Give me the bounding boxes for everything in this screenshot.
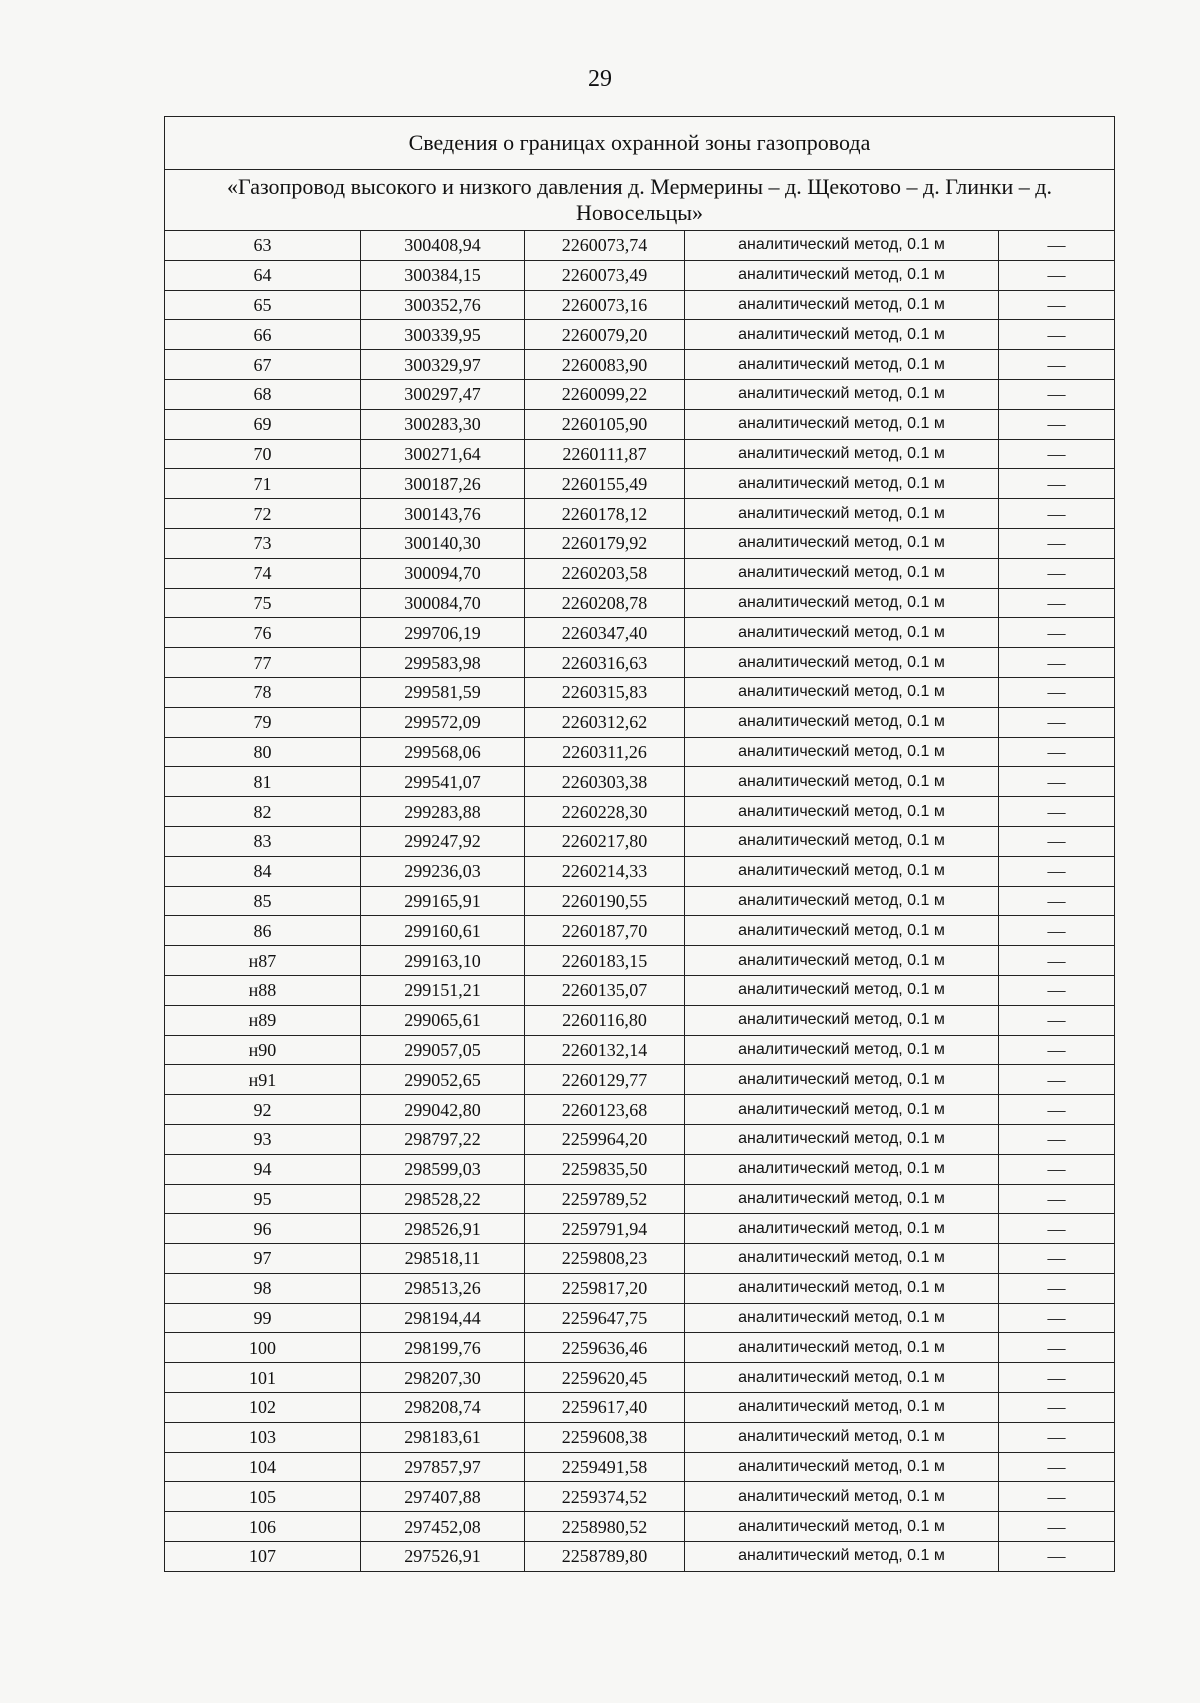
- y-coordinate-cell: 2259491,58: [525, 1452, 685, 1482]
- note-cell: —: [999, 499, 1115, 529]
- x-coordinate-cell: 300271,64: [361, 439, 525, 469]
- method-cell: аналитический метод, 0.1 м: [685, 499, 999, 529]
- note-cell: —: [999, 1303, 1115, 1333]
- note-cell: —: [999, 260, 1115, 290]
- y-coordinate-cell: 2260316,63: [525, 648, 685, 678]
- x-coordinate-cell: 297526,91: [361, 1542, 525, 1572]
- x-coordinate-cell: 300339,95: [361, 320, 525, 350]
- x-coordinate-cell: 299583,98: [361, 648, 525, 678]
- note-cell: —: [999, 350, 1115, 380]
- point-id-cell: н87: [165, 946, 361, 976]
- method-cell: аналитический метод, 0.1 м: [685, 350, 999, 380]
- title-row: [165, 117, 1115, 170]
- y-coordinate-cell: 2260178,12: [525, 499, 685, 529]
- y-coordinate-cell: 2260190,55: [525, 886, 685, 916]
- x-coordinate-cell: 298207,30: [361, 1363, 525, 1393]
- method-cell: аналитический метод, 0.1 м: [685, 1065, 999, 1095]
- point-id-cell: 72: [165, 499, 361, 529]
- note-cell: —: [999, 1452, 1115, 1482]
- note-cell: —: [999, 588, 1115, 618]
- table-row: [165, 1363, 1115, 1393]
- y-coordinate-cell: 2260179,92: [525, 528, 685, 558]
- x-coordinate-cell: 299065,61: [361, 1005, 525, 1035]
- note-cell: —: [999, 1393, 1115, 1423]
- point-id-cell: 69: [165, 409, 361, 439]
- table-row: [165, 350, 1115, 380]
- x-coordinate-cell: 299165,91: [361, 886, 525, 916]
- method-cell: аналитический метод, 0.1 м: [685, 618, 999, 648]
- x-coordinate-cell: 298528,22: [361, 1184, 525, 1214]
- table-row: [165, 1542, 1115, 1572]
- note-cell: —: [999, 290, 1115, 320]
- y-coordinate-cell: 2260347,40: [525, 618, 685, 648]
- x-coordinate-cell: 298599,03: [361, 1154, 525, 1184]
- x-coordinate-cell: 300143,76: [361, 499, 525, 529]
- y-coordinate-cell: 2260073,16: [525, 290, 685, 320]
- table-row: [165, 946, 1115, 976]
- table-row: [165, 1214, 1115, 1244]
- y-coordinate-cell: 2259608,38: [525, 1422, 685, 1452]
- method-cell: аналитический метод, 0.1 м: [685, 856, 999, 886]
- method-cell: аналитический метод, 0.1 м: [685, 975, 999, 1005]
- point-id-cell: 75: [165, 588, 361, 618]
- note-cell: —: [999, 1035, 1115, 1065]
- point-id-cell: 92: [165, 1095, 361, 1125]
- table-row: [165, 1422, 1115, 1452]
- y-coordinate-cell: 2260083,90: [525, 350, 685, 380]
- x-coordinate-cell: 298208,74: [361, 1393, 525, 1423]
- note-cell: —: [999, 1512, 1115, 1542]
- y-coordinate-cell: 2260135,07: [525, 975, 685, 1005]
- note-cell: —: [999, 1244, 1115, 1274]
- method-cell: аналитический метод, 0.1 м: [685, 797, 999, 827]
- table-row: [165, 231, 1115, 261]
- table-row: [165, 1273, 1115, 1303]
- table-row: [165, 856, 1115, 886]
- table-row: [165, 1452, 1115, 1482]
- note-cell: —: [999, 1005, 1115, 1035]
- note-cell: —: [999, 1154, 1115, 1184]
- point-id-cell: 85: [165, 886, 361, 916]
- table-row: [165, 1184, 1115, 1214]
- point-id-cell: 102: [165, 1393, 361, 1423]
- note-cell: —: [999, 379, 1115, 409]
- table-row: [165, 528, 1115, 558]
- x-coordinate-cell: 298513,26: [361, 1273, 525, 1303]
- note-cell: —: [999, 797, 1115, 827]
- table-row: [165, 260, 1115, 290]
- y-coordinate-cell: 2259964,20: [525, 1124, 685, 1154]
- point-id-cell: 82: [165, 797, 361, 827]
- method-cell: аналитический метод, 0.1 м: [685, 707, 999, 737]
- method-cell: аналитический метод, 0.1 м: [685, 1244, 999, 1274]
- x-coordinate-cell: 297407,88: [361, 1482, 525, 1512]
- y-coordinate-cell: 2259835,50: [525, 1154, 685, 1184]
- x-coordinate-cell: 299568,06: [361, 737, 525, 767]
- point-id-cell: 98: [165, 1273, 361, 1303]
- point-id-cell: 105: [165, 1482, 361, 1512]
- table-row: [165, 618, 1115, 648]
- table-row: [165, 290, 1115, 320]
- table-row: [165, 975, 1115, 1005]
- y-coordinate-cell: 2260099,22: [525, 379, 685, 409]
- page-number: 29: [588, 66, 612, 92]
- x-coordinate-cell: 298183,61: [361, 1422, 525, 1452]
- y-coordinate-cell: 2259620,45: [525, 1363, 685, 1393]
- table-row: [165, 677, 1115, 707]
- method-cell: аналитический метод, 0.1 м: [685, 231, 999, 261]
- x-coordinate-cell: 299706,19: [361, 618, 525, 648]
- note-cell: —: [999, 558, 1115, 588]
- point-id-cell: н91: [165, 1065, 361, 1095]
- table-row: [165, 1095, 1115, 1125]
- method-cell: аналитический метод, 0.1 м: [685, 1035, 999, 1065]
- x-coordinate-cell: 299052,65: [361, 1065, 525, 1095]
- table-subtitle: «Газопровод высокого и низкого давления д. Мермерины – д. Щекотово – д. Глинки – д. Новосельцы»: [165, 170, 1115, 231]
- y-coordinate-cell: 2258980,52: [525, 1512, 685, 1542]
- table-row: [165, 1035, 1115, 1065]
- x-coordinate-cell: 299151,21: [361, 975, 525, 1005]
- table-title: Сведения о границах охранной зоны газопровода: [165, 117, 1115, 170]
- table-row: [165, 886, 1115, 916]
- table-row: [165, 1005, 1115, 1035]
- x-coordinate-cell: 300297,47: [361, 379, 525, 409]
- y-coordinate-cell: 2260129,77: [525, 1065, 685, 1095]
- table-row: [165, 737, 1115, 767]
- point-id-cell: 66: [165, 320, 361, 350]
- method-cell: аналитический метод, 0.1 м: [685, 1452, 999, 1482]
- table-row: [165, 320, 1115, 350]
- note-cell: —: [999, 1482, 1115, 1512]
- point-id-cell: 106: [165, 1512, 361, 1542]
- point-id-cell: 73: [165, 528, 361, 558]
- y-coordinate-cell: 2259617,40: [525, 1393, 685, 1423]
- x-coordinate-cell: 297857,97: [361, 1452, 525, 1482]
- method-cell: аналитический метод, 0.1 м: [685, 379, 999, 409]
- table-row: [165, 648, 1115, 678]
- note-cell: —: [999, 528, 1115, 558]
- note-cell: —: [999, 1273, 1115, 1303]
- table-row: [165, 826, 1115, 856]
- table-row: [165, 588, 1115, 618]
- point-id-cell: 97: [165, 1244, 361, 1274]
- point-id-cell: 76: [165, 618, 361, 648]
- point-id-cell: 107: [165, 1542, 361, 1572]
- y-coordinate-cell: 2260132,14: [525, 1035, 685, 1065]
- table-row: [165, 1333, 1115, 1363]
- note-cell: —: [999, 1124, 1115, 1154]
- point-id-cell: 100: [165, 1333, 361, 1363]
- point-id-cell: 93: [165, 1124, 361, 1154]
- x-coordinate-cell: 300094,70: [361, 558, 525, 588]
- note-cell: —: [999, 409, 1115, 439]
- method-cell: аналитический метод, 0.1 м: [685, 1214, 999, 1244]
- table-body: [165, 117, 1115, 1572]
- note-cell: —: [999, 1333, 1115, 1363]
- x-coordinate-cell: 300187,26: [361, 469, 525, 499]
- y-coordinate-cell: 2260315,83: [525, 677, 685, 707]
- x-coordinate-cell: 298518,11: [361, 1244, 525, 1274]
- x-coordinate-cell: 299247,92: [361, 826, 525, 856]
- y-coordinate-cell: 2260155,49: [525, 469, 685, 499]
- note-cell: —: [999, 618, 1115, 648]
- point-id-cell: 103: [165, 1422, 361, 1452]
- note-cell: —: [999, 469, 1115, 499]
- point-id-cell: н89: [165, 1005, 361, 1035]
- y-coordinate-cell: 2260208,78: [525, 588, 685, 618]
- point-id-cell: н88: [165, 975, 361, 1005]
- point-id-cell: 77: [165, 648, 361, 678]
- note-cell: —: [999, 856, 1115, 886]
- note-cell: —: [999, 1214, 1115, 1244]
- x-coordinate-cell: 297452,08: [361, 1512, 525, 1542]
- note-cell: —: [999, 1184, 1115, 1214]
- note-cell: —: [999, 737, 1115, 767]
- method-cell: аналитический метод, 0.1 м: [685, 677, 999, 707]
- subtitle-row: [165, 170, 1115, 231]
- method-cell: аналитический метод, 0.1 м: [685, 1542, 999, 1572]
- note-cell: —: [999, 1363, 1115, 1393]
- x-coordinate-cell: 299057,05: [361, 1035, 525, 1065]
- x-coordinate-cell: 299541,07: [361, 767, 525, 797]
- point-id-cell: 65: [165, 290, 361, 320]
- method-cell: аналитический метод, 0.1 м: [685, 439, 999, 469]
- x-coordinate-cell: 299581,59: [361, 677, 525, 707]
- method-cell: аналитический метод, 0.1 м: [685, 1124, 999, 1154]
- method-cell: аналитический метод, 0.1 м: [685, 1482, 999, 1512]
- y-coordinate-cell: 2260073,49: [525, 260, 685, 290]
- note-cell: —: [999, 826, 1115, 856]
- table-row: [165, 1154, 1115, 1184]
- note-cell: —: [999, 648, 1115, 678]
- point-id-cell: 94: [165, 1154, 361, 1184]
- x-coordinate-cell: 299572,09: [361, 707, 525, 737]
- x-coordinate-cell: 298199,76: [361, 1333, 525, 1363]
- y-coordinate-cell: 2259808,23: [525, 1244, 685, 1274]
- point-id-cell: 70: [165, 439, 361, 469]
- point-id-cell: 67: [165, 350, 361, 380]
- note-cell: —: [999, 707, 1115, 737]
- y-coordinate-cell: 2260073,74: [525, 231, 685, 261]
- y-coordinate-cell: 2259791,94: [525, 1214, 685, 1244]
- point-id-cell: 81: [165, 767, 361, 797]
- method-cell: аналитический метод, 0.1 м: [685, 916, 999, 946]
- y-coordinate-cell: 2260203,58: [525, 558, 685, 588]
- note-cell: —: [999, 231, 1115, 261]
- point-id-cell: 104: [165, 1452, 361, 1482]
- y-coordinate-cell: 2260228,30: [525, 797, 685, 827]
- note-cell: —: [999, 767, 1115, 797]
- point-id-cell: 63: [165, 231, 361, 261]
- method-cell: аналитический метод, 0.1 м: [685, 886, 999, 916]
- table-row: [165, 1482, 1115, 1512]
- table-row: [165, 499, 1115, 529]
- note-cell: —: [999, 1095, 1115, 1125]
- method-cell: аналитический метод, 0.1 м: [685, 737, 999, 767]
- method-cell: аналитический метод, 0.1 м: [685, 1333, 999, 1363]
- y-coordinate-cell: 2259789,52: [525, 1184, 685, 1214]
- point-id-cell: 80: [165, 737, 361, 767]
- point-id-cell: 96: [165, 1214, 361, 1244]
- table-row: [165, 1303, 1115, 1333]
- method-cell: аналитический метод, 0.1 м: [685, 528, 999, 558]
- y-coordinate-cell: 2260079,20: [525, 320, 685, 350]
- note-cell: —: [999, 975, 1115, 1005]
- y-coordinate-cell: 2260123,68: [525, 1095, 685, 1125]
- point-id-cell: 86: [165, 916, 361, 946]
- y-coordinate-cell: 2260217,80: [525, 826, 685, 856]
- note-cell: —: [999, 1542, 1115, 1572]
- x-coordinate-cell: 299042,80: [361, 1095, 525, 1125]
- method-cell: аналитический метод, 0.1 м: [685, 260, 999, 290]
- method-cell: аналитический метод, 0.1 м: [685, 946, 999, 976]
- method-cell: аналитический метод, 0.1 м: [685, 1273, 999, 1303]
- note-cell: —: [999, 1065, 1115, 1095]
- x-coordinate-cell: 299160,61: [361, 916, 525, 946]
- table-row: [165, 1065, 1115, 1095]
- method-cell: аналитический метод, 0.1 м: [685, 290, 999, 320]
- table-row: [165, 439, 1115, 469]
- point-id-cell: 68: [165, 379, 361, 409]
- table-row: [165, 1244, 1115, 1274]
- point-id-cell: 79: [165, 707, 361, 737]
- point-id-cell: 71: [165, 469, 361, 499]
- x-coordinate-cell: 300140,30: [361, 528, 525, 558]
- y-coordinate-cell: 2260312,62: [525, 707, 685, 737]
- table-row: [165, 707, 1115, 737]
- table-row: [165, 797, 1115, 827]
- table-row: [165, 767, 1115, 797]
- y-coordinate-cell: 2259636,46: [525, 1333, 685, 1363]
- point-id-cell: 83: [165, 826, 361, 856]
- point-id-cell: 64: [165, 260, 361, 290]
- method-cell: аналитический метод, 0.1 м: [685, 1363, 999, 1393]
- boundary-table-container: [164, 116, 1114, 1572]
- table-row: [165, 558, 1115, 588]
- point-id-cell: 78: [165, 677, 361, 707]
- method-cell: аналитический метод, 0.1 м: [685, 1512, 999, 1542]
- table-row: [165, 1124, 1115, 1154]
- y-coordinate-cell: 2258789,80: [525, 1542, 685, 1572]
- note-cell: —: [999, 320, 1115, 350]
- y-coordinate-cell: 2260116,80: [525, 1005, 685, 1035]
- x-coordinate-cell: 298526,91: [361, 1214, 525, 1244]
- x-coordinate-cell: 300283,30: [361, 409, 525, 439]
- y-coordinate-cell: 2260111,87: [525, 439, 685, 469]
- y-coordinate-cell: 2260303,38: [525, 767, 685, 797]
- method-cell: аналитический метод, 0.1 м: [685, 1303, 999, 1333]
- y-coordinate-cell: 2259817,20: [525, 1273, 685, 1303]
- method-cell: аналитический метод, 0.1 м: [685, 320, 999, 350]
- note-cell: —: [999, 916, 1115, 946]
- table-row: [165, 469, 1115, 499]
- note-cell: —: [999, 677, 1115, 707]
- x-coordinate-cell: 300408,94: [361, 231, 525, 261]
- y-coordinate-cell: 2260187,70: [525, 916, 685, 946]
- method-cell: аналитический метод, 0.1 м: [685, 558, 999, 588]
- method-cell: аналитический метод, 0.1 м: [685, 1154, 999, 1184]
- note-cell: —: [999, 946, 1115, 976]
- x-coordinate-cell: 300352,76: [361, 290, 525, 320]
- boundary-coordinates-table: [164, 116, 1115, 1572]
- x-coordinate-cell: 299163,10: [361, 946, 525, 976]
- x-coordinate-cell: 299283,88: [361, 797, 525, 827]
- point-id-cell: 84: [165, 856, 361, 886]
- method-cell: аналитический метод, 0.1 м: [685, 1184, 999, 1214]
- y-coordinate-cell: 2259647,75: [525, 1303, 685, 1333]
- point-id-cell: 95: [165, 1184, 361, 1214]
- method-cell: аналитический метод, 0.1 м: [685, 1005, 999, 1035]
- y-coordinate-cell: 2260183,15: [525, 946, 685, 976]
- table-row: [165, 409, 1115, 439]
- table-row: [165, 916, 1115, 946]
- x-coordinate-cell: 299236,03: [361, 856, 525, 886]
- note-cell: —: [999, 1422, 1115, 1452]
- note-cell: —: [999, 439, 1115, 469]
- point-id-cell: 101: [165, 1363, 361, 1393]
- y-coordinate-cell: 2260105,90: [525, 409, 685, 439]
- y-coordinate-cell: 2260214,33: [525, 856, 685, 886]
- method-cell: аналитический метод, 0.1 м: [685, 1422, 999, 1452]
- method-cell: аналитический метод, 0.1 м: [685, 1393, 999, 1423]
- table-row: [165, 1512, 1115, 1542]
- y-coordinate-cell: 2260311,26: [525, 737, 685, 767]
- method-cell: аналитический метод, 0.1 м: [685, 588, 999, 618]
- x-coordinate-cell: 298194,44: [361, 1303, 525, 1333]
- table-row: [165, 379, 1115, 409]
- method-cell: аналитический метод, 0.1 м: [685, 826, 999, 856]
- point-id-cell: 99: [165, 1303, 361, 1333]
- note-cell: —: [999, 886, 1115, 916]
- method-cell: аналитический метод, 0.1 м: [685, 1095, 999, 1125]
- point-id-cell: н90: [165, 1035, 361, 1065]
- x-coordinate-cell: 298797,22: [361, 1124, 525, 1154]
- method-cell: аналитический метод, 0.1 м: [685, 648, 999, 678]
- x-coordinate-cell: 300329,97: [361, 350, 525, 380]
- method-cell: аналитический метод, 0.1 м: [685, 767, 999, 797]
- y-coordinate-cell: 2259374,52: [525, 1482, 685, 1512]
- method-cell: аналитический метод, 0.1 м: [685, 469, 999, 499]
- point-id-cell: 74: [165, 558, 361, 588]
- method-cell: аналитический метод, 0.1 м: [685, 409, 999, 439]
- x-coordinate-cell: 300384,15: [361, 260, 525, 290]
- table-row: [165, 1393, 1115, 1423]
- x-coordinate-cell: 300084,70: [361, 588, 525, 618]
